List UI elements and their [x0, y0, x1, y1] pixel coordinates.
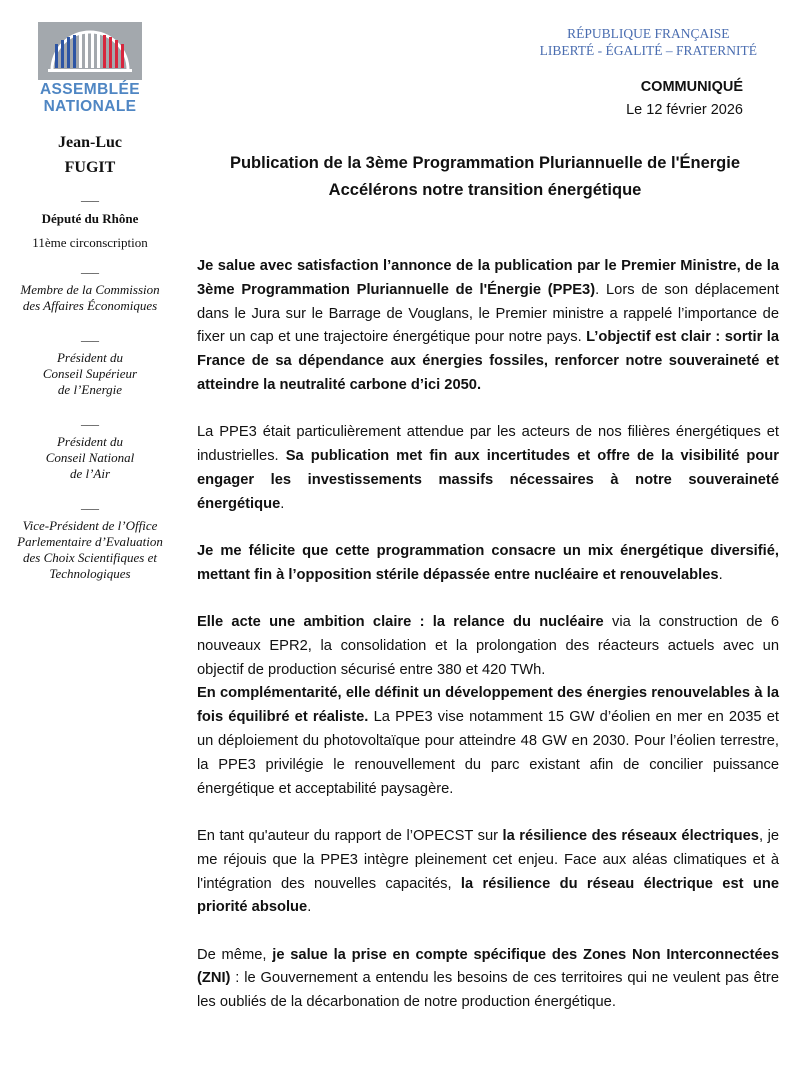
title-line-2: Accélérons notre transition énergétique: [328, 181, 642, 199]
separator: ___: [81, 261, 99, 275]
position-cna: Président du Conseil National de l’Air: [45, 434, 135, 481]
deputy-sidebar: [0, 130, 180, 582]
title-line-1: Publication de la 3ème Programmation Pluriannuelle de l'Énergie: [229, 154, 741, 172]
document-type: COMMUNIQUÉ: [640, 79, 743, 95]
separator: ___: [81, 189, 99, 203]
communique-header: [626, 76, 743, 122]
position-opecst: Vice-Président de l’Office Parlementaire d’Evaluation des Choix Scientifiques et Technologiques: [17, 518, 163, 581]
page-title: [195, 150, 775, 204]
hemicycle-emblem-icon: [38, 22, 142, 80]
logo-line-1: ASSEMBLÉE: [39, 81, 141, 98]
p5-text-1: La PPE3 vise notamment 15 GW d’éolien en mer en 2035 et un déploiement du photovoltaïque pour atteindre 48 GW en 2030. Pour l’éolien terrestre, la PPE3 privilégie le renouvellement du parc existant afin de concilier puissance énergétique et acceptabilité paysagère.: [197, 709, 779, 797]
p6-text-3: .: [307, 899, 312, 916]
separator: ___: [81, 497, 99, 511]
separator: ___: [81, 329, 99, 343]
p7-text-1: De même,: [197, 946, 273, 963]
p1-bold-1: Je salue avec satisfaction l’annonce de la publication par le Premier Ministre, de la 3ème Programmation Pluriannuelle de l'Énergie (PPE3): [197, 258, 779, 298]
separator: ___: [81, 413, 99, 427]
p4-bold-1: Elle acte une ambition claire : la relance du nucléaire: [197, 614, 604, 631]
position-commission: Membre de la Commission des Affaires Économiques: [20, 282, 160, 313]
deputy-last-name: FUGIT: [64, 159, 116, 176]
logo-line-2: NATIONALE: [43, 98, 137, 115]
paragraph-3: [197, 540, 779, 588]
paragraph-7: [197, 944, 779, 1015]
p1-text-1: . Lors de son déplacement dans le Jura sur le Barrage de Vouglans, le Premier ministre a rappelé l’importance de fixer un cap et une trajectoire énergétique pour notre pays.: [197, 281, 779, 346]
p6-bold-2: la résilience du réseau électrique est une priorité absolue: [197, 875, 779, 916]
p2-text-2: .: [280, 495, 285, 512]
p2-bold-1: Sa publication met fin aux incertitudes et offre de la visibilité pour engager les investissements massifs nécessaires à notre souveraineté énergétique: [197, 448, 779, 512]
p2-text-1: La PPE3 était particulièrement attendue par les acteurs de nos filières énergétiques et industrielles.: [197, 424, 779, 465]
p4-text-1: via la construction de 6 nouveaux EPR2, la consolidation et la prolongation des réacteurs actuels avec un objectif de production sécurisé entre 380 et 420 TWh.: [197, 614, 779, 678]
position-cse: Président du Conseil Supérieur de l’Energie: [42, 350, 138, 397]
paragraph-6: [197, 825, 779, 920]
deputy-district: 11ème circonscription: [32, 235, 148, 250]
p5-bold-1: En complémentarité, elle définit un développement des énergies renouvelables à la fois équilibré et réaliste.: [197, 685, 779, 726]
republic-header: [540, 25, 757, 59]
p7-text-2: : le Gouvernement a entendu les besoins de ces territoires qui ne veulent pas être les oubliés de la décarbonation de notre production énergétique.: [197, 970, 779, 1011]
p6-text-2: , je me réjouis que la PPE3 intègre pleinement cet enjeu. Face aux aléas climatiques et à l'intégration des nouvelles capacités,: [197, 827, 779, 892]
assemblee-nationale-logo: [38, 22, 142, 114]
press-release-body: [197, 255, 779, 1039]
p3-text-1: .: [718, 566, 723, 583]
p3-bold-1: Je me félicite que cette programmation consacre un mix énergétique diversifié, mettant fin à l’opposition stérile dépassée entre nucléaire et renouvelables: [197, 542, 779, 583]
paragraph-4: [197, 611, 779, 682]
p1-bold-2: L’objectif est clair : sortir la France de sa dépendance aux énergies fossiles, renforcer notre souveraineté et atteindre la neutralité carbone d’ici 2050.: [197, 329, 779, 393]
paragraph-5: [197, 682, 779, 801]
paragraph-2: [197, 421, 779, 516]
p6-text-1: En tant qu'auteur du rapport de l’OPECST sur: [197, 827, 503, 844]
republic-motto: LIBERTÉ - ÉGALITÉ – FRATERNITÉ: [539, 43, 757, 58]
deputy-role: Député du Rhône: [41, 211, 139, 226]
republic-title: RÉPUBLIQUE FRANÇAISE: [567, 26, 730, 41]
document-date: Le 12 février 2026: [626, 102, 743, 118]
p7-bold-1: je salue la prise en compte spécifique des Zones Non Interconnectées (ZNI): [197, 946, 779, 987]
p6-bold-1: la résilience des réseaux électriques: [502, 827, 759, 844]
deputy-first-name: Jean-Luc: [58, 134, 122, 151]
paragraph-1: [197, 255, 779, 398]
